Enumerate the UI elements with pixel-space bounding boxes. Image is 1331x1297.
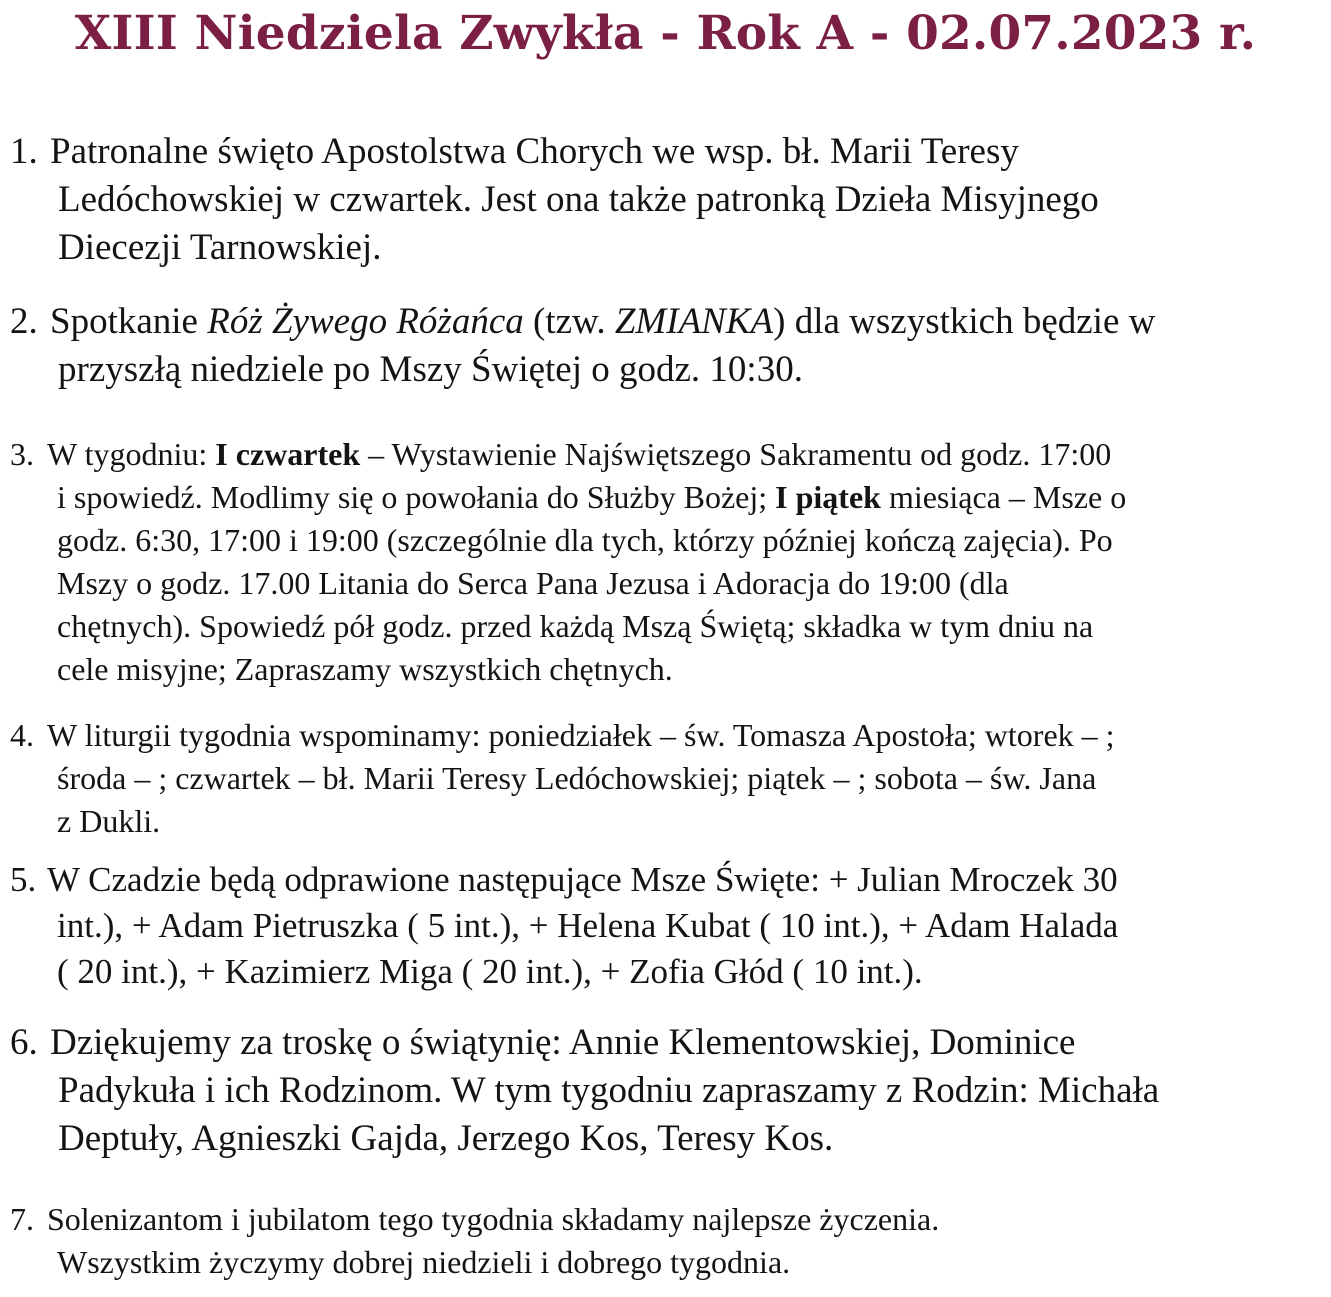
text-line: ( 20 int.), + Kazimierz Miga ( 20 int.), + Zofia Głód ( 10 int.).	[57, 952, 923, 991]
italic-text: Róż Żywego Różańca	[207, 301, 524, 342]
announcement-text	[10, 857, 1326, 995]
text-line: środa – ; czwartek – bł. Marii Teresy Ledóchowskiej; piątek – ; sobota – św. Jana	[57, 760, 1097, 796]
announcement-7	[10, 1198, 1326, 1284]
item-number: 1.	[10, 131, 38, 172]
text-line: Solenizantom i jubilatom tego tygodnia składamy najlepsze życzenia.	[47, 1201, 940, 1237]
text-line: Mszy o godz. 17.00 Litania do Serca Pana Jezusa i Adoracja do 19:00 (dla	[57, 565, 1009, 601]
text-run: ) dla wszystkich będzie w	[773, 301, 1156, 342]
page-title: XIII Niedziela Zwykła - Rok A - 02.07.2023 r.	[74, 6, 1257, 61]
item-number: 5.	[10, 860, 37, 899]
announcement-text	[10, 1198, 1326, 1284]
item-number: 4.	[10, 717, 34, 753]
text-line: W liturgii tygodnia wspominamy: poniedziałek – św. Tomasza Apostoła; wtorek – ;	[47, 717, 1115, 753]
text-line: chętnych). Spowiedź pół godz. przed każdą Mszą Świętą; składka w tym dniu na	[57, 608, 1094, 644]
text-line: Padykuła i ich Rodzinom. W tym tygodniu zapraszamy z Rodzin: Michała	[58, 1070, 1160, 1111]
bold-text: I czwartek	[215, 436, 361, 472]
announcement-text	[10, 1019, 1326, 1163]
text-line: Patronalne święto Apostolstwa Chorych we wsp. bł. Marii Teresy	[50, 131, 1019, 172]
announcement-2	[10, 298, 1326, 394]
announcement-text	[10, 128, 1326, 272]
text-line: cele misyjne; Zapraszamy wszystkich chętnych.	[57, 651, 673, 687]
item-number: 2.	[10, 301, 38, 342]
bold-text: I piątek	[775, 479, 881, 515]
text-line	[50, 298, 1326, 346]
announcement-text	[10, 433, 1326, 691]
text-line: Dziękujemy za troskę o świątynię: Annie Klementowskiej, Dominice	[50, 1022, 1076, 1063]
announcement-1	[10, 128, 1326, 272]
text-line: Diecezji Tarnowskiej.	[58, 227, 382, 268]
announcement-text	[10, 298, 1326, 394]
text-line: W Czadzie będą odprawione następujące Msze Święte: + Julian Mroczek 30	[47, 860, 1118, 899]
text-line: Deptuły, Agnieszki Gajda, Jerzego Kos, Teresy Kos.	[58, 1118, 834, 1159]
announcement-text	[10, 714, 1326, 843]
announcement-3	[10, 433, 1326, 691]
text-line	[47, 433, 1326, 476]
text-line	[57, 476, 1326, 519]
item-number: 3.	[10, 436, 34, 472]
text-line: godz. 6:30, 17:00 i 19:00 (szczególnie dla tych, którzy później kończą zajęcia). Po	[57, 522, 1113, 558]
text-line: przyszłą niedziele po Mszy Świętej o godz. 10:30.	[58, 349, 803, 390]
text-line: int.), + Adam Pietruszka ( 5 int.), + Helena Kubat ( 10 int.), + Adam Halada	[57, 906, 1119, 945]
text-run: W tygodniu:	[47, 436, 216, 472]
item-number: 6.	[10, 1022, 38, 1063]
announcement-5	[10, 857, 1326, 995]
italic-text: ZMIANKA	[614, 301, 774, 342]
item-number: 7.	[10, 1201, 34, 1237]
text-run: i spowiedź. Modlimy się o powołania do Służby Bożej;	[57, 479, 776, 515]
text-line: Ledóchowskiej w czwartek. Jest ona także patronką Dzieła Misyjnego	[58, 179, 1099, 220]
text-line: Wszystkim życzymy dobrej niedzieli i dobrego tygodnia.	[57, 1244, 791, 1280]
text-line: z Dukli.	[57, 803, 161, 839]
text-run: Spotkanie	[50, 301, 208, 342]
text-run: – Wystawienie Najświętszego Sakramentu od godz. 17:00	[360, 436, 1112, 472]
announcement-4	[10, 714, 1326, 843]
announcement-6	[10, 1019, 1326, 1163]
text-run: miesiąca – Msze o	[880, 479, 1127, 515]
text-run: (tzw.	[523, 301, 615, 342]
